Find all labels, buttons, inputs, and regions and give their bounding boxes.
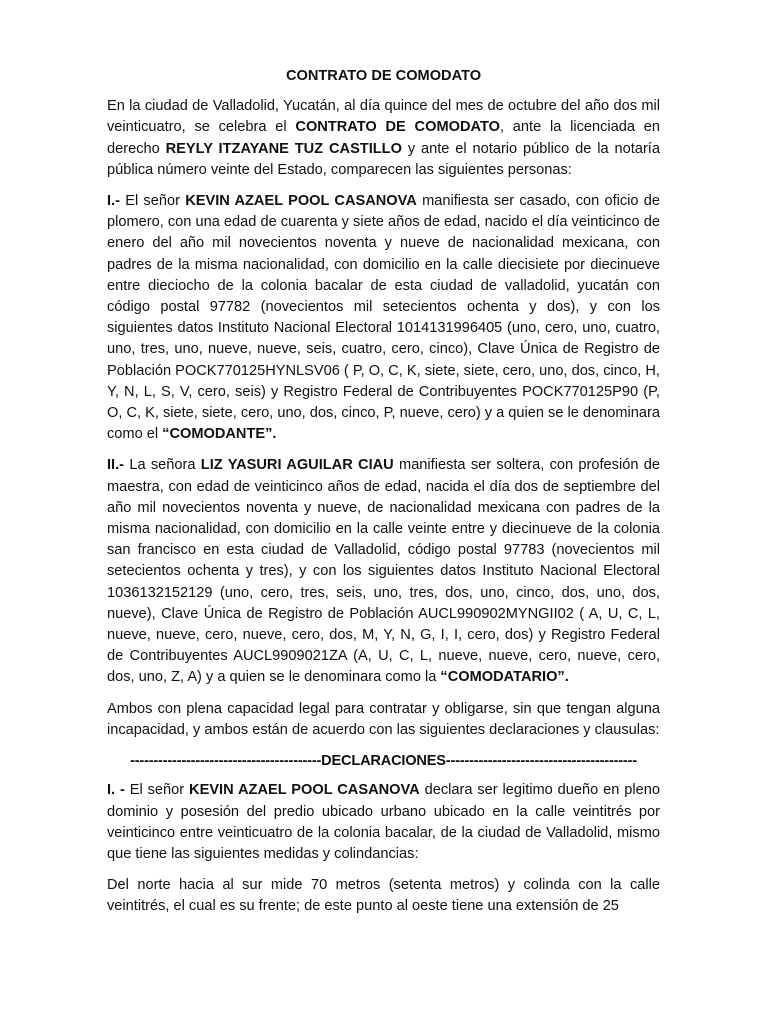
party-1-number: I.- bbox=[107, 193, 120, 210]
declaration-1-number: I. - bbox=[107, 782, 125, 799]
intro-text-3: y ante el notario público de la notaría pública número veinte del Estado, comparecen las siguientes personas: bbox=[107, 140, 660, 178]
declarations-divider: -----------------------------------------DECLARACIONES----------------------------------------- bbox=[130, 753, 637, 770]
intro-bold-notary: REYLY ITZAYANE TUZ CASTILLO bbox=[165, 140, 402, 157]
intro-text-2: , ante la licenciada en derecho bbox=[107, 119, 661, 157]
intro-paragraph bbox=[107, 96, 660, 181]
declaration-1-name: KEVIN AZAEL POOL CASANOVA bbox=[189, 782, 420, 799]
party-1-role: “COMODANTE”. bbox=[162, 426, 277, 443]
party-1-paragraph bbox=[107, 191, 660, 445]
party-1-name: KEVIN AZAEL POOL CASANOVA bbox=[185, 193, 417, 210]
party-1-text-1: El señor bbox=[119, 193, 186, 210]
party-1-text-2: manifiesta ser casado, con oficio de plomero, con una edad de cuarenta y siete años de edad, nacido el día veinticinco de enero del año mil novecientos noventa y nueve de nacionalidad mexicana, con padres de la misma nacionalidad, con domicilio en la calle diecisiete por diecinueve entre dieciocho de la colonia bacalar de esta ciudad de valladolid, yucatán con código postal 97782 (novecientos mil setecientos ochenta y dos), y con los siguientes datos Instituto Nacional Electoral 1014131996405 (uno, cero, uno, cuatro, uno, tres, uno, nueve, nueve, seis, cuatro, cero, cinco), Clave Única de Registro de Población POCK770125HYNLSV06 ( P, O, C, K, siete, siete, cero, uno, dos, cinco, H, Y, N, L, S, V, cero, seis) y Registro Federal de Contribuyentes POCK770125P90 (P, O, C, K, siete, siete, cero, uno, dos, cinco, P, nueve, cero) y a quien se le denominara como el bbox=[107, 193, 661, 443]
both-parties-paragraph: Ambos con plena capacidad legal para contratar y obligarse, sin que tengan alguna incapacidad, y ambos están de acuerdo con las siguientes declaraciones y clausulas: bbox=[107, 700, 660, 738]
party-2-role: “COMODATARIO”. bbox=[440, 669, 569, 686]
intro-bold-contract: CONTRATO DE COMODATO bbox=[295, 119, 500, 136]
document-title: CONTRATO DE COMODATO bbox=[285, 68, 482, 84]
declaration-1-text-2: declara ser legitimo dueño en pleno dominio y posesión del predio ubicado urbano ubicado en la calle veintitrés por veinticinco entre veinticuatro de la colonia bacalar, de la ciudad de Valladolid, mismo que tiene las siguientes medidas y colindancias: bbox=[107, 782, 660, 862]
party-2-text-2: manifiesta ser soltera, con profesión de maestra, con edad de veinticinco años de edad, nacida el día dos de septiembre del año mil novecientos noventa y nueve, de nacionalidad mexicana con padres de la misma nacionalidad, con domicilio en la calle veinte entre y diecinueve de la colonia san francisco en esta ciudad de Valladolid, código postal 97783 (novecientos mil setecientos ochenta y tres), y con los siguientes datos Instituto Nacional Electoral 1036132152129 (uno, cero, tres, seis, uno, tres, dos, uno, cinco, dos, uno, dos, nueve), Clave Única de Registro de Población AUCL990902MYNGII02 ( A, U, C, L, nueve, nueve, cero, nueve, cero, dos, M, Y, N, G, I, I, cero, dos) y Registro Federal de Contribuyentes AUCL9909021ZA (A, U, C, L, nueve, nueve, cero, nueve, cero, dos, uno, Z, A) y a quien se le denominara como la bbox=[107, 457, 660, 686]
declaration-1-paragraph bbox=[107, 780, 660, 865]
intro-text-1: En la ciudad de Valladolid, Yucatán, al día quince del mes de octubre del año dos mil veinticuatro, se celebra el bbox=[107, 98, 660, 136]
party-2-paragraph bbox=[107, 455, 660, 688]
party-2-text-1: La señora bbox=[124, 457, 201, 474]
declaration-1-text-1: El señor bbox=[124, 782, 190, 799]
party-2-name: LIZ YASURI AGUILAR CIAU bbox=[200, 457, 394, 474]
document-page bbox=[107, 66, 660, 928]
party-2-number: II.- bbox=[107, 457, 125, 474]
measures-paragraph: Del norte hacia al sur mide 70 metros (setenta metros) y colinda con la calle veintitrés, el cual es su frente; de este punto al oeste tiene una extensión de 25 bbox=[107, 877, 660, 915]
